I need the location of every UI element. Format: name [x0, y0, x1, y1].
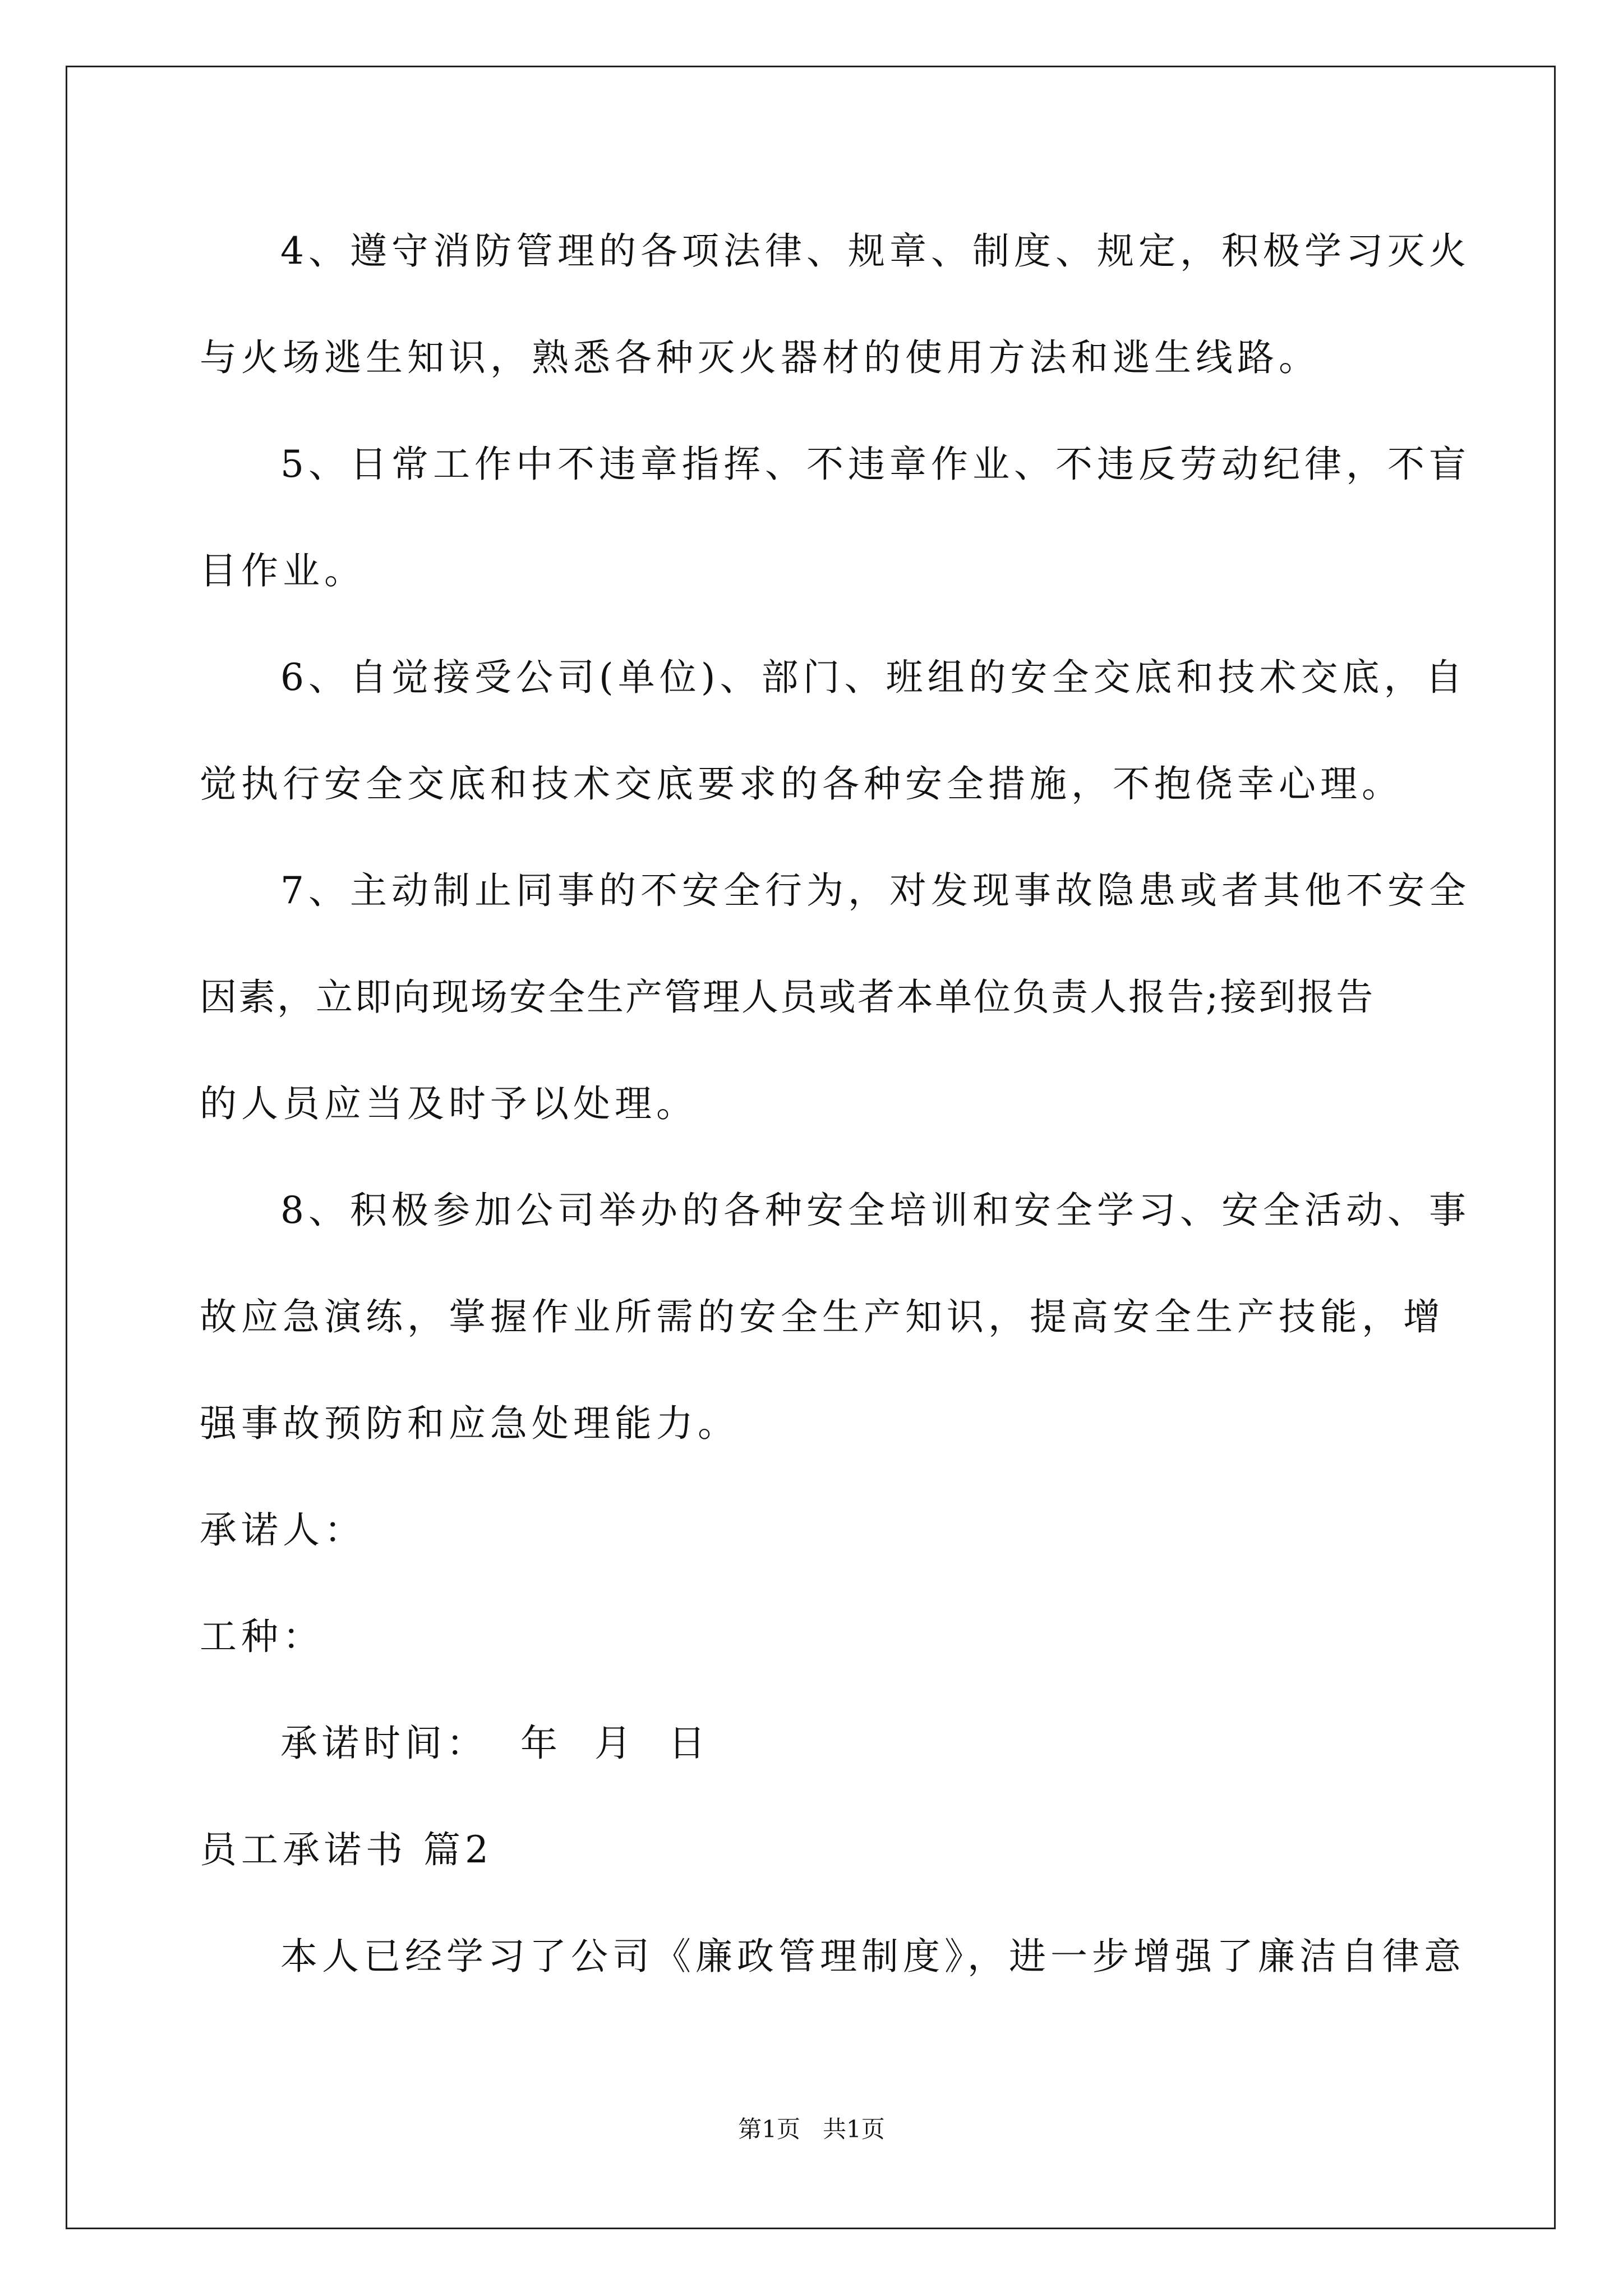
- paragraph-7-line-1: 7、主动制止同事的不安全行为，对发现事故隐患或者其他不安全: [280, 869, 1470, 912]
- section-2-line-1: 本人已经学习了公司《廉政管理制度》，进一步增强了廉洁自律意: [280, 1935, 1465, 1978]
- job-type-label: 工种：: [200, 1615, 324, 1658]
- paragraph-6-line-2: 觉执行安全交底和技术交底要求的各种安全措施，不抱侥幸心理。: [200, 762, 1403, 806]
- paragraph-8-line-1: 8、积极参加公司举办的各种安全培训和安全学习、安全活动、事: [280, 1189, 1470, 1232]
- paragraph-8-line-3: 强事故预防和应急处理能力。: [200, 1402, 739, 1445]
- paragraph-4-line-2: 与火场逃生知识，熟悉各种灭火器材的使用方法和逃生线路。: [200, 336, 1320, 379]
- promise-date-label: 承诺时间： 年 月 日: [280, 1722, 710, 1765]
- section-heading: 员工承诺书 篇2: [200, 1828, 493, 1871]
- page-border: [66, 66, 1556, 2229]
- page-number: 第1页 共1页: [738, 2115, 885, 2143]
- paragraph-5-line-2: 目作业。: [200, 549, 366, 592]
- paragraph-7-line-3: 的人员应当及时予以处理。: [200, 1082, 698, 1125]
- paragraph-4-line-1: 4、遵守消防管理的各项法律、规章、制度、规定，积极学习灭火: [280, 229, 1470, 273]
- page-footer: [0, 2115, 1623, 2143]
- paragraph-8-line-2: 故应急演练，掌握作业所需的安全生产知识，提高安全生产技能，增: [200, 1295, 1445, 1338]
- paragraph-6-line-1: 6、自觉接受公司(单位)、部门、班组的安全交底和技术交底，自: [280, 656, 1467, 699]
- paragraph-7-line-2: 因素，立即向现场安全生产管理人员或者本单位负责人报告;接到报告: [200, 976, 1375, 1019]
- paragraph-5-line-1: 5、日常工作中不违章指挥、不违章作业、不违反劳动纪律，不盲: [280, 443, 1470, 486]
- promisor-label: 承诺人：: [200, 1508, 366, 1552]
